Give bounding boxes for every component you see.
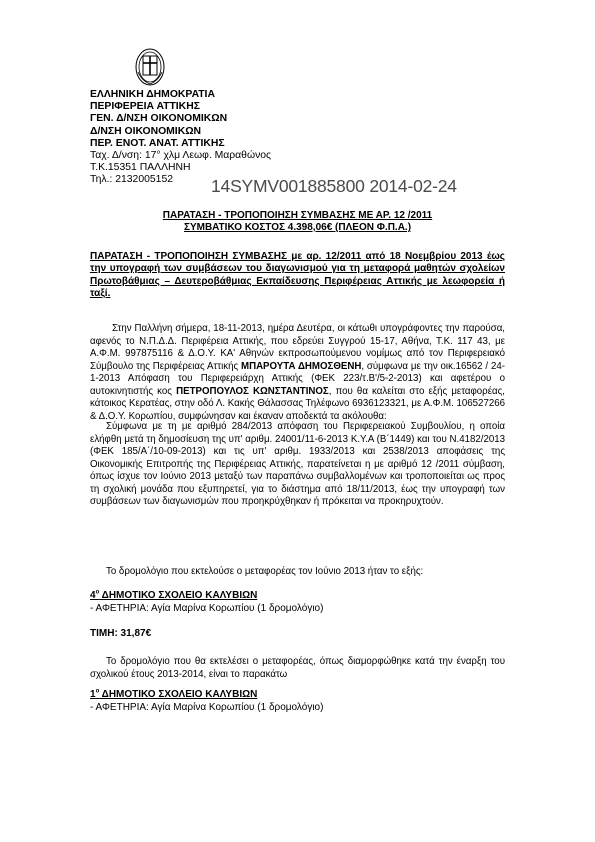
- header-postal: Τ.Κ.15351 ΠΑΛΛΗΝΗ: [90, 162, 191, 174]
- previous-route-intro: Το δρομολόγιο που εκτελούσε ο μεταφορέας τον Ιούνιο 2013 ήταν το εξής:: [106, 566, 424, 577]
- header-line: Δ/ΝΣΗ ΟΙΚΟΝΟΜΙΚΩΝ: [90, 125, 202, 137]
- ordinal-sup: ο: [95, 688, 100, 695]
- decision-paragraph: Σύμφωνα με τη με αριθμό 284/2013 απόφαση του Περιφερειακού Συμβουλίου, η οποία ελήφθη μετά τη δημοσίευση της υπ' αριθμ. 24001/11-6-2013 Κ.Υ.Α (Β΄1449) και του Ν.4182/2013 (ΦΕΚ 185/Α΄/10-09-2013) και τις υπ' αριθμ. 1933/2013 και 2538/2013 αποφάσεις της Οικονομικής Επιτροπής της Περιφέρειας Αττικής, παρατείνεται η με αριθμό 12 /2011 σύμβαση, όπως ίσχυε τον Ιούνιο 2013 μεταξύ των παραπάνω συμβαλλομένων και τροποποιείται ως προς τη σχολική μονάδα που εξυπηρετεί, για το διάστημα από 18/11/2013, έως την υπογραφή των συμβάσεων των διαγωνισμών που προηκρύχθηκαν ή πρόκειται να προκηρυχτούν.: [90, 421, 505, 507]
- greek-coat-of-arms-emblem: [135, 48, 165, 86]
- representative-name: ΜΠΑΡΟΥΤΑ ΔΗΜΟΣΘΕΝΗ: [241, 360, 362, 372]
- school-block-1: [90, 590, 323, 615]
- header-line: ΕΛΛΗΝΙΚΗ ΔΗΜΟΚΡΑΤΙΑ: [90, 89, 215, 100]
- header-address: Ταχ. Δ/νση: 17° χλμ Λεωφ. Μαραθώνος: [90, 150, 272, 162]
- parties-text: , που θα καλείται στο εξής μεταφορέας, κάτοικος Κερατέας, στην οδό Λ. Κακής Θάλασσας Τηλέφωνο 6936123321, με Α.Φ.Μ. 106527266 & Δ.Ο.Υ. Κορωπίου, συμφώνησαν και έκαναν αποδεκτά τα ακόλουθα:: [90, 385, 505, 422]
- document-subtitle-cost: ΣΥΜΒΑΤΙΚΟ ΚΟΣΤΟΣ 4.398,06€ (ΠΛΕΟΝ Φ.Π.Α.): [183, 222, 412, 233]
- route-line: - ΑΦΕΤΗΡΙΑ: Αγία Μαρίνα Κορωπίου (1 δρομολόγιο): [90, 602, 324, 614]
- school-number: 1: [90, 689, 96, 700]
- issuer-header: [90, 89, 271, 187]
- school-title: [90, 590, 323, 603]
- ordinal-sup: ο: [95, 589, 100, 596]
- new-route-intro: Το δρομολόγιο που θα εκτελέσει ο μεταφορέας, όπως διαμορφώθηκε κατά την έναρξη του σχολικού έτους 2013-2014, είναι το παρακάτω: [90, 656, 505, 680]
- price-line: ΤΙΜΗ: 31,87€: [90, 628, 152, 639]
- header-line: ΠΕΡΙΦΕΡΕΙΑ ΑΤΤΙΚΗΣ: [90, 101, 200, 113]
- document-title: ΠΑΡΑΤΑΣΗ - ΤΡΟΠΟΠΟΙΗΣΗ ΣΥΜΒΑΣΗΣ ΜΕ ΑΡ. 12 /2011: [162, 210, 433, 221]
- school-number: 4: [90, 590, 96, 601]
- school-name: ΔΗΜΟΤΙΚΟ ΣΧΟΛΕΙΟ ΚΑΛΥΒΙΩΝ: [99, 590, 258, 601]
- header-line: ΓΕΝ. Δ/ΝΣΗ ΟΙΚΟΝΟΜΙΚΩΝ: [90, 113, 228, 125]
- header-phone: Τηλ.: 2132005152: [90, 174, 174, 186]
- parties-paragraph: [90, 323, 505, 423]
- route-line: - ΑΦΕΤΗΡΙΑ: Αγία Μαρίνα Κορωπίου (1 δρομολόγιο): [90, 701, 324, 713]
- school-name: ΔΗΜΟΤΙΚΟ ΣΧΟΛΕΙΟ ΚΑΛΥΒΙΩΝ: [99, 689, 258, 700]
- school-title: [90, 689, 323, 702]
- document-ada-stamp: 14SYMV001885800 2014-02-24: [211, 176, 457, 196]
- parties-text: Στην Παλλήνη σήμερα, 18-11-2013, ημέρα Δευτέρα, οι κάτωθι υπογράφοντες την παρούσα, αφενός το Ν.Π.Δ.Δ. Περιφέρεια Αττικής, που εδρεύει Συγγρού 15-17, Αθήνα, Τ.Κ. 117 43, με Α.Φ.Μ. 997875116 & Δ.Ο.Υ. ΚΑ' Αθηνών εκπροσωπούμενου νομίμως από τον Περιφερειακό Σύμβουλο της Περιφέρειας Αττικής: [90, 323, 505, 372]
- parties-text: , σύμφωνα με την οικ.16562 / 24-1-2013 Απόφαση του Περιφερειάρχη Αττικής (ΦΕΚ 223/τ.Β'/5-2-2013) και αφετέρου ο αυτοκινητιστής κος: [90, 360, 505, 397]
- school-block-2: [90, 689, 323, 714]
- carrier-name: ΠΕΤΡΟΠΟΥΛΟΣ ΚΩΝΣΤΑΝΤΙΝΟΣ: [176, 385, 329, 397]
- header-line: ΠΕΡ. ΕΝΟΤ. ΑΝΑΤ. ΑΤΤΙΚΗΣ: [90, 137, 225, 149]
- subject-paragraph: ΠΑΡΑΤΑΣΗ - ΤΡΟΠΟΠΟΙΗΣΗ ΣΥΜΒΑΣΗΣ με αρ. 12/2011 από 18 Νοεμβρίου 2013 έως την υπογραφή των συμβάσεων του διαγωνισμού για τη μεταφορά μαθητών σχολείων Πρωτοβάθμιας – Δευτεροβάθμιας Εκπαίδευσης Περιφέρειας Αττικής με λεωφορεία ή ταξί.: [90, 251, 505, 299]
